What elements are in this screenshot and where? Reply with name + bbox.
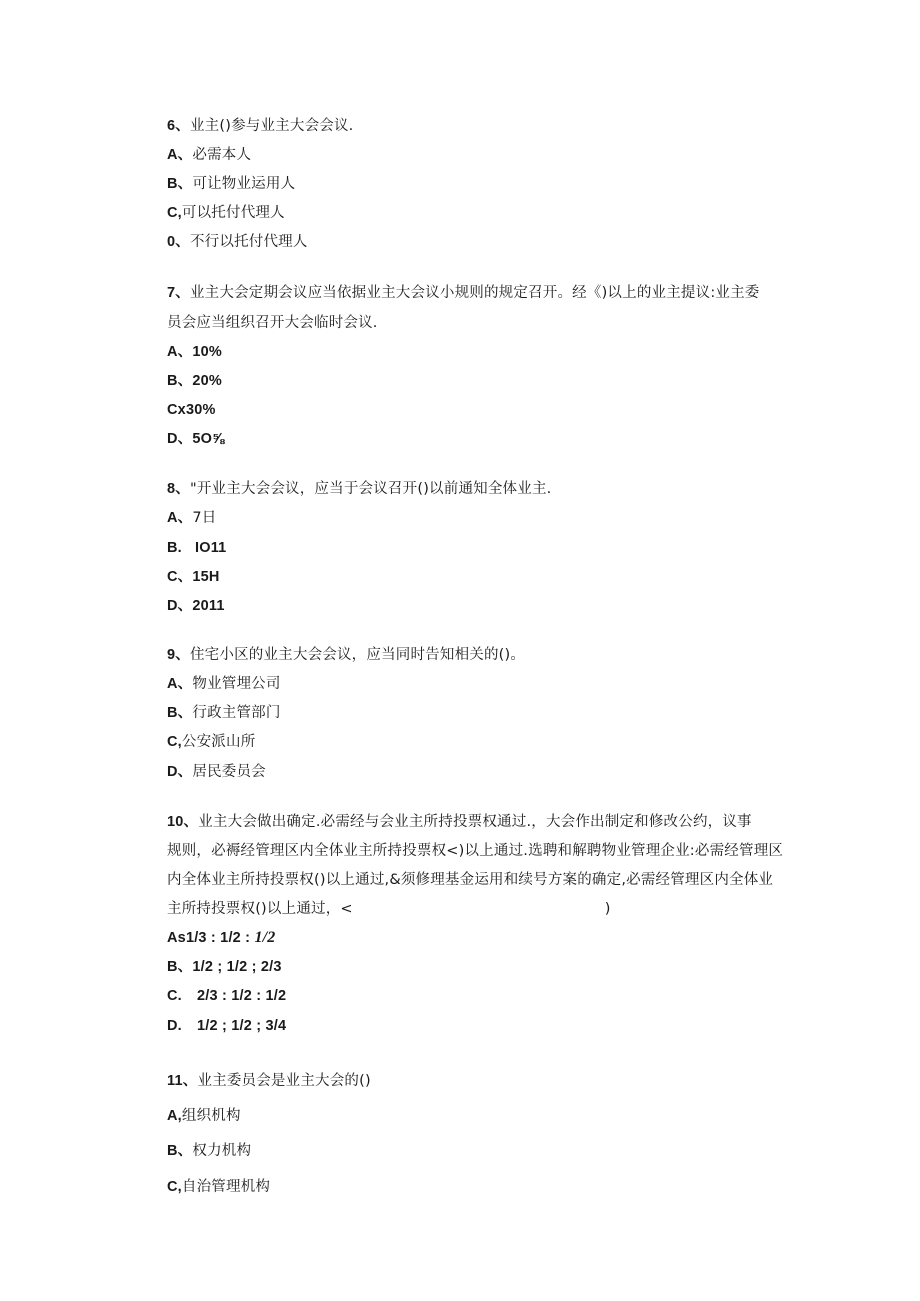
question-text: 住宅小区的业主大会会议，应当同时告知相关的()。 (189, 647, 526, 663)
question-10-stem-line-2 (167, 841, 783, 861)
option-letter: A、 (167, 676, 193, 692)
option-text: 1/2 ; 1/2 ; 2/3 (192, 959, 282, 975)
question-7-option-b (167, 371, 222, 391)
option-text: 行政主管部门 (192, 705, 281, 721)
question-9-option-d (167, 762, 266, 782)
option-letter: A, (167, 1108, 182, 1124)
question-number: 9、 (167, 647, 190, 663)
option-letter: D、 (167, 431, 193, 447)
question-11-stem (167, 1071, 371, 1091)
option-letter: D、 (167, 598, 193, 614)
option-text: IO11 (195, 540, 227, 556)
option-letter: Cx (167, 402, 186, 418)
option-letter: D、 (167, 764, 193, 780)
question-6-option-a (167, 145, 251, 165)
question-text: 业主()参与业主大会会议. (189, 118, 354, 134)
option-text: 居民委员会 (192, 764, 266, 780)
option-letter: B、 (167, 176, 193, 192)
option-letter: D. (167, 1018, 182, 1034)
option-text: 7日 (192, 510, 217, 526)
question-10-option-d (167, 1016, 286, 1036)
option-text: 公安派山所 (181, 734, 256, 750)
option-letter: C. (167, 988, 182, 1004)
option-text: 2011 (192, 598, 225, 614)
option-text: 可以托付代理人 (181, 205, 285, 221)
question-6-option-d (167, 232, 308, 252)
question-8-option-a (167, 508, 217, 528)
option-letter: B、 (167, 959, 193, 975)
option-text: 20% (192, 373, 222, 389)
question-9-option-a (167, 674, 281, 694)
option-letter: A、 (167, 147, 193, 163)
question-6-stem (167, 116, 354, 136)
option-text: 权力机构 (192, 1143, 252, 1159)
option-text: 30% (185, 402, 216, 418)
question-text: 内全体业主所持投票权()以上通过,&须修理基金运用和续号方案的确定,必需经管理区内全体业 (167, 872, 774, 888)
question-7-option-a (167, 342, 222, 362)
question-6-option-b (167, 174, 295, 194)
question-text: 员会应当组织召开大会临时会议. (167, 315, 378, 331)
option-text: 5O⅝ (192, 431, 225, 447)
option-text: 10% (192, 344, 222, 360)
option-letter: C、 (167, 569, 193, 585)
option-text: 组织机构 (181, 1108, 241, 1124)
question-text: 业主大会定期会议应当依据业主大会议小规则的规定召开。经《)以上的业主提议:业主委 (189, 285, 760, 301)
option-letter: A、 (167, 344, 193, 360)
question-8-stem (167, 479, 551, 499)
option-text: 物业管埋公司 (192, 676, 281, 692)
option-text: 可让物业运用人 (192, 176, 296, 192)
question-number: 7、 (167, 285, 190, 301)
question-10-option-b (167, 957, 282, 977)
closing-paren: ) (604, 901, 611, 917)
question-text: 业主大会做出确定.必需经与会业主所持投票权通过.，大会作出制定和修改公约，议事 (198, 814, 752, 830)
question-6-option-c (167, 203, 285, 223)
option-letter: C, (167, 1179, 182, 1195)
question-text: 主所持投票权()以上通过，< (167, 901, 353, 917)
question-8-option-d (167, 596, 225, 616)
option-text: 不行以托付代理人 (189, 234, 308, 250)
option-text: 1/2 ; 1/2 ; 3/4 (197, 1018, 287, 1034)
option-letter: A、 (167, 510, 193, 526)
question-8-option-b (167, 538, 226, 558)
question-11-option-c (167, 1177, 270, 1197)
question-10-stem-line-3 (167, 870, 773, 890)
question-number: 6、 (167, 118, 190, 134)
question-number: 10、 (167, 814, 199, 830)
option-letter: 0、 (167, 234, 190, 250)
question-number: 11、 (167, 1073, 198, 1089)
option-letter: B、 (167, 373, 193, 389)
question-11-option-a (167, 1106, 241, 1126)
option-text: 15H (192, 569, 220, 585)
question-7-stem (167, 283, 760, 303)
option-letter: C, (167, 734, 182, 750)
option-text: 2/3 : 1/2 : 1/2 (197, 988, 287, 1004)
question-10-stem-line-4 (167, 899, 611, 919)
option-letter: B. (167, 540, 182, 556)
question-9-option-c (167, 732, 255, 752)
question-7-stem-continued (167, 313, 378, 333)
option-letter: As (167, 930, 186, 946)
question-10-option-a (167, 928, 275, 948)
option-letter: B、 (167, 1143, 193, 1159)
question-11-option-b (167, 1141, 251, 1161)
option-text-tail: 1/2 (254, 929, 276, 946)
question-8-option-c (167, 567, 220, 587)
question-10-stem (167, 812, 752, 832)
option-text: 必需本人 (192, 147, 252, 163)
question-10-option-c (167, 986, 286, 1006)
option-letter: B、 (167, 705, 193, 721)
option-text: 1/3 : 1/2 : (185, 930, 255, 946)
option-letter: C, (167, 205, 182, 221)
question-9-option-b (167, 703, 281, 723)
question-text: 规则，必褥经管理区内全体业主所持投票权<)以上通过.选聘和解聘物业管理企业:必需经管理区 (167, 843, 784, 859)
question-7-option-d (167, 429, 224, 449)
question-text: 业主委员会是业主大会的() (197, 1073, 371, 1089)
question-7-option-c (167, 400, 216, 420)
question-9-stem (167, 645, 525, 665)
option-text: 自治管理机构 (181, 1179, 271, 1195)
question-number: 8、 (167, 481, 190, 497)
question-text: "开业主大会会议，应当于会议召开()以前通知全体业主. (189, 481, 552, 497)
